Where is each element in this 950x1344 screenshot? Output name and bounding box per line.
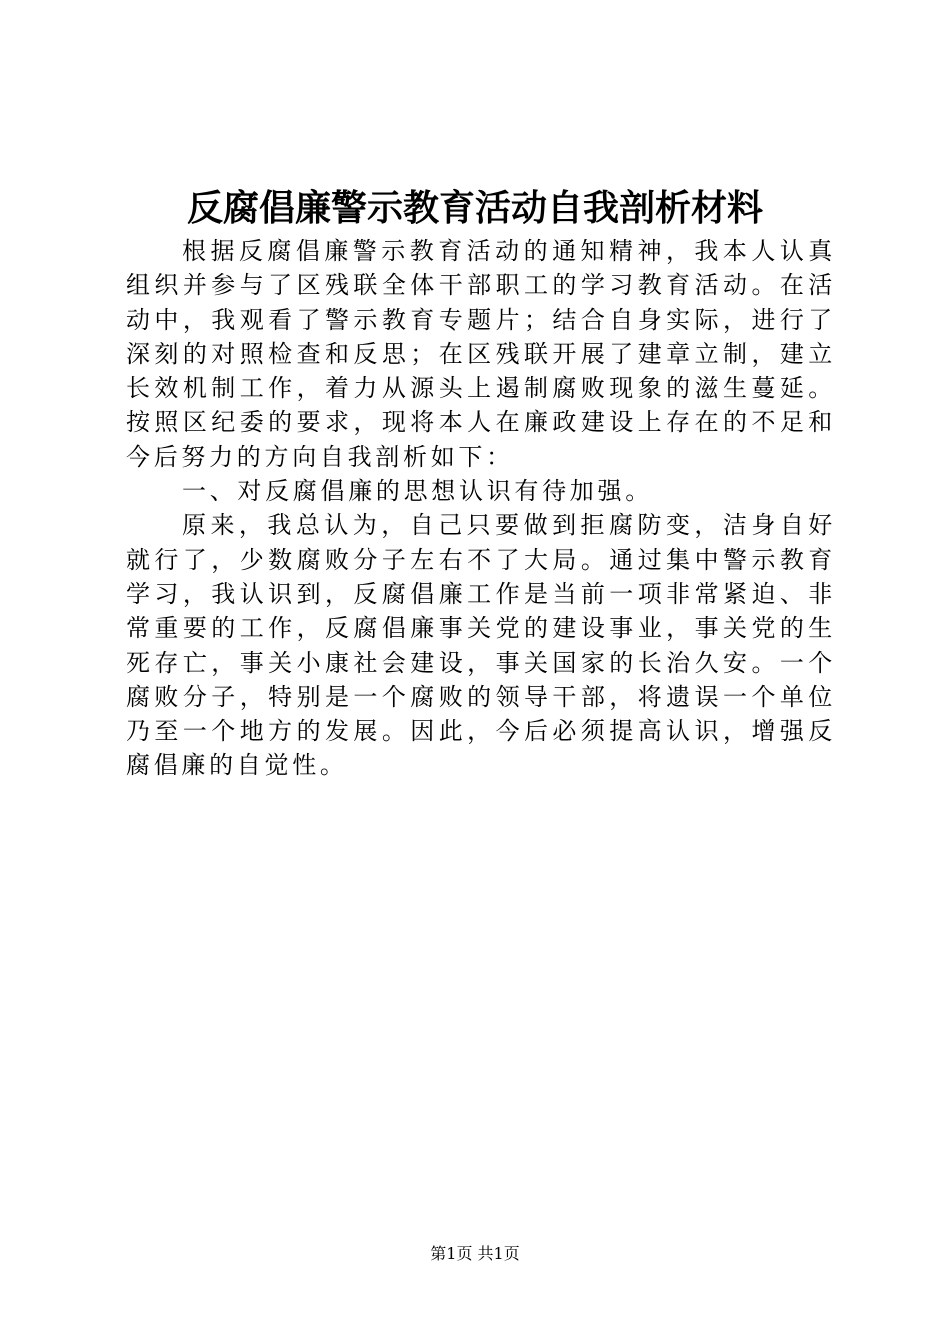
document-title: 反腐倡廉警示教育活动自我剖析材料 bbox=[186, 187, 763, 229]
page-footer bbox=[0, 1243, 950, 1265]
paragraph-reflection: 原来，我总认为，自己只要做到拒腐防变，洁身自好就行了，少数腐败分子左右不了大局。通过集中警示教育学习，我认识到，反腐倡廉工作是当前一项非常紧迫、非常重要的工作，反腐倡廉事关党的建设事业，事关党的生死存亡，事关小康社会建设，事关国家的长治久安。一个腐败分子，特别是一个腐败的领导干部，将遗误一个单位乃至一个地方的发展。因此，今后必须提高认识，增强反腐倡廉的自觉性。 bbox=[126, 511, 836, 780]
page-number-text: 第1页 共1页 bbox=[430, 1244, 520, 1263]
document-body bbox=[126, 234, 836, 783]
paragraph-intro: 根据反腐倡廉警示教育活动的通知精神，我本人认真组织并参与了区残联全体干部职工的学习教育活动。在活动中，我观看了警示教育专题片；结合自身实际，进行了深刻的对照检查和反思；在区残联开展了建章立制，建立长效机制工作，着力从源头上遏制腐败现象的滋生蔓延。按照区纪委的要求，现将本人在廉政建设上存在的不足和今后努力的方向自我剖析如下： bbox=[126, 237, 836, 471]
paragraph-heading-one: 一、对反腐倡廉的思想认识有待加强。 bbox=[182, 477, 653, 506]
